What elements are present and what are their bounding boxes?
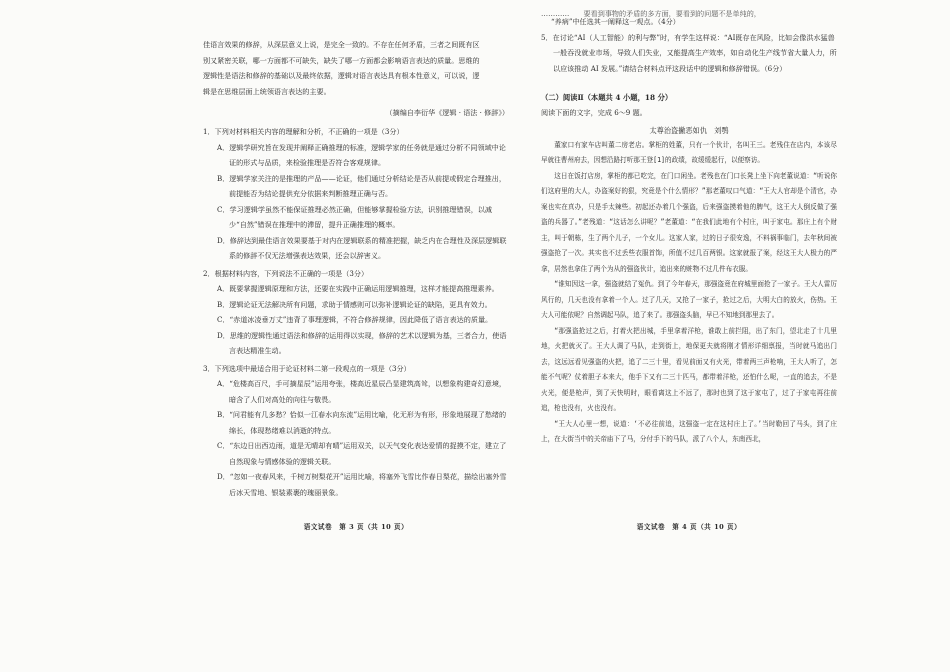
question-1 <box>203 124 509 264</box>
story-body <box>541 138 837 448</box>
intro-line: 逻辑性是语法和修辞的基础以及最终依据，逻辑对语言表达具有根本性意义，可以说，逻 <box>203 71 480 80</box>
story-paragraph: “那强盗抢过之后，打着火把出城，手里拿着洋枪，谁敢上前拦阻，出了东门，望北走了十几里地，火把就灭了。王大人调了马队，走到街上，地保更夫就将刚才情形详细禀报，当时就马追出门去，这远远看见强盗的火把，追了二三十里，看见前面又有火光，带着两三声枪响，王大人听了，怎能不气呢？仗着胆子本来大，他手下又有二三十匹马，都带着洋枪，还怕什么呢，一直的追去，不是火光，便是枪声，到了天快明时，眼看离这上不远了，那时也到了这于家屯了，过了于家屯再往前追，枪也没有，火也没有。 <box>541 326 837 412</box>
page-footer: 语文试卷 第 3 页（共 10 页） <box>303 523 409 531</box>
story-paragraph: “谁知因这一拿，强盗就结了冤仇。到了今年春天，那强盗竟在府城里面抢了一家子。王大人雷厉风行的，几天也没有拿着一个人。过了几天，又抢了一家子，抢过之后，大明大白的放火，伤热。王大人可能依呢？自然调起马队，追了来了。那强盗头脑，早已不知地到那里去了。 <box>541 280 837 319</box>
option-b: B．逻辑论证无法解决所有问题，求助于情感则可以弥补逻辑论证的缺陷，更具有效力。 <box>217 299 492 309</box>
question-3 <box>203 361 509 501</box>
cut-off-line: ………… 要看到事物的矛盾的多方面，要看到的问题不是单纯的， <box>541 9 761 18</box>
question-stem: 2．根据材料内容，下列说法不正确的一项是（3分） <box>203 268 369 278</box>
question-stem: 1．下列对材料相关内容的理解和分析，不正确的一项是（3分） <box>203 127 404 136</box>
option-a: A．既要掌握逻辑原理和方法，还要在实践中正确运用逻辑推理，这样才能提高推理素养。 <box>217 284 499 293</box>
option-a: A．“危楼高百尺，手可摘星辰”运用夸张，楼高近星辰凸显建筑高耸，以想象构建奇幻意境，暗含了人们对高处的向往与敬畏。 <box>217 379 507 404</box>
option-d: D．思维的逻辑性通过语法和修辞的运用得以实现，修辞的艺术以逻辑为基，三者合力，使语言表达精准生动。 <box>217 330 507 355</box>
top-block <box>541 9 837 76</box>
intro-line: 佳语言效果的修辞，从深层意义上说，是完全一致的。不存在任何矛盾，三者之间既有区 <box>203 40 480 49</box>
left-exam-page <box>203 0 509 672</box>
option-d: D．“忽如一夜春风来，千树万树梨花开”运用比喻，将塞外飞雪比作春日梨花，描绘出塞外雪后冰天雪地、银装素裹的瑰丽景象。 <box>217 472 507 497</box>
option-b: B．“问君能有几多愁？恰似一江春水向东流”运用比喻，化无形为有形，形象地展现了愁绪的绵长，体现愁绪难以消逝的特点。 <box>217 410 507 435</box>
story-paragraph: 这日在饭打店房，掌柜的都已吃完，在门口闲坐。老残也在门口长凳上坐下向老董说道：“听说你们这府里的大人，办盗案好的狠，究竟是个什么情形？”那老董叹口气道：“王大人官却是个清官，办案也实在真办，只是手太辣些。初起还办着几个强盗，后来强盗摸着他的脾气，这王大人倒反做了强盗的兵器了。”老残道：“这话怎么讲呢？”老董道：“在我们此地有个村庄，叫于家屯。那庄上有个财主，叫于朝栋，生了两个儿子，一个女儿。这家人家，过的日子很安逸，不料祸事临门，去年秋间被强盗抢了一次。其实也不过丢些衣服首饰，所值不过几百两银。这家就报了案，经这王大人极力的严拿，居然也拿住了两个为从的强盗伙计，追出来的赃物不过几件布衣服。 <box>541 171 837 273</box>
option-a: A．逻辑学研究旨在发现并阐释正确推理的标准，逻辑学家的任务就是通过分析不同领域中论证的形式与品质，来检验推理是否符合客观规律。 <box>217 142 506 167</box>
source-citation: （摘编自李衍华《逻辑 · 语法 · 修辞》） <box>385 108 509 117</box>
story-paragraph: “王大人心里一想，说道：‘不必往前追，这强盗一定在这村庄上了。’当时勒回了马头，到了庄上，在大街当中的关帝庙下了马，分付手下的马队，派了八个人，东南西北， <box>541 419 837 443</box>
article-title: 太尊治盗撇恶如仇 刘鹗 <box>649 125 729 135</box>
option-d: D．修辞达到最佳语言效果要基于对内在逻辑联系的精准把握，缺乏内在合理性及深层逻辑联系的修辞不仅无法增强表达效果，还会以辞害义。 <box>217 235 507 260</box>
intro-block <box>203 37 509 99</box>
intro-line: 别又紧密关联，哪一方面都不可缺失，缺失了哪一方面都会影响语言表达的质量。思维的 <box>203 55 480 65</box>
option-c: C．“赤道冰凌垂万丈”违背了事理逻辑，不符合修辞规律，因此降低了语言表达的质量。 <box>217 315 493 324</box>
section-title: （二）阅读Ⅱ（本题共 4 小题，18 分） <box>541 93 673 102</box>
section-instruction: 阅读下面的文字，完成 6～9 题。 <box>541 108 647 117</box>
story-paragraph: 董家口有家车店叫董二房老店。掌柜的姓董，只有一个伙计，名叫王三。老残住在店内，本该尽早就往曹州府去，因想沿路打听那王登[1]的政绩，故缓缓起行，以便察访。 <box>541 140 837 164</box>
page-footer: 语文试卷 第 4 页（共 10 页） <box>636 523 742 531</box>
question-5: 5．在讨论“AI（人工智能）的利与弊”时，有学生这样说：“AI既存在风险，比如会像洪水猛兽一般吞没就业市场，导致人们失业，又能提高生产效率，如自动化生产线节省大量人力，所以应该推动 AI 发展。”请结合材料点评这段话中的逻辑和修辞错误。（6分） <box>541 32 837 73</box>
question-stem: 3．下列选项中最适合用于论证材料二第一段观点的一项是（3分） <box>203 363 411 373</box>
option-b: B．逻辑学家关注的是推理的产品——论证，他们通过分析结论是否从前提或假定合理推出，前提能否为结论提供充分依据来判断推理正确与否。 <box>217 173 506 198</box>
question-2 <box>203 266 509 359</box>
option-c: C．“东边日出西边雨，道是无晴却有晴”运用双关，以天气变化表达爱情的捉摸不定，建立了自然现象与情感体验的逻辑关联。 <box>217 441 507 466</box>
continued-line: “养病”中任选其一阐释这一观点。（4分） <box>551 17 680 26</box>
option-c: C．学习逻辑学虽然不能保证推理必然正确，但能够掌握检验方法，识别推理错误，以减少“自然”错误在推理中的滞留，提升正确推理的概率。 <box>217 204 492 229</box>
right-exam-page <box>541 0 837 672</box>
intro-line: 辑是在思维层面上统领语言表达的主要。 <box>203 86 331 96</box>
